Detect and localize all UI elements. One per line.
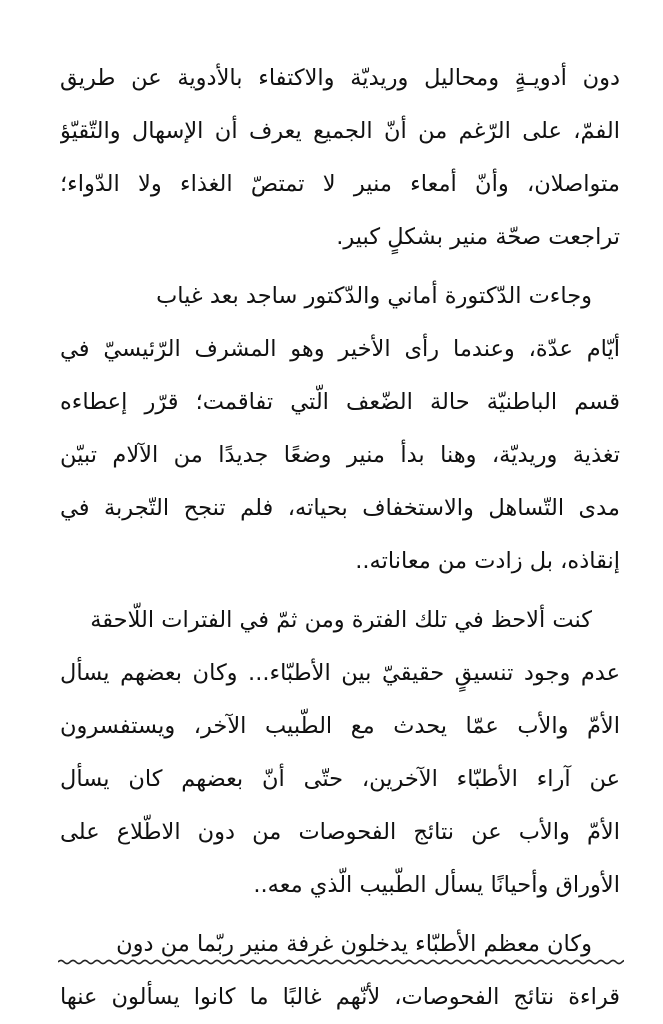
text-line: وجاءت الدّكتورة أماني والدّكتور ساجد بعد غياب	[156, 283, 592, 309]
text-line: عدم وجود تنسيقٍ حقيقيّ بين الأطبّاء... وكان بعضهم يسأل	[60, 660, 620, 686]
text-line: الأوراق وأحيانًا يسأل الطّبيب الّذي معه..	[253, 872, 620, 898]
text-line: قراءة نتائج الفحوصات، لأنّهم غالبًا ما كانوا يسألون عنها	[60, 984, 620, 1010]
text-line: دون أدويـةٍ ومحاليل وريديّة والاكتفاء بالأدوية عن طريق	[60, 65, 620, 91]
text-line: الأمّ والأب عمّا يحدث مع الطّبيب الآخر، ويستفسرون	[60, 713, 620, 739]
text-line: مدى التّساهل والاستخفاف بحياته، فلم تنجح التّجربة في	[60, 495, 620, 521]
text-line: وكان معظم الأطبّاء يدخلون غرفة منير ربّما من دون	[116, 931, 592, 957]
wavy-divider	[58, 955, 624, 969]
paragraph-2	[60, 270, 620, 588]
text-line: عن آراء الأطبّاء الآخرين، حتّى أنّ بعضهم كان يسأل	[60, 766, 620, 792]
text-line: كنت ألاحظ في تلك الفترة ومن ثمّ في الفترات اللّاحقة	[90, 607, 592, 633]
text-line: تراجعت صحّة منير بشكلٍ كبير.	[336, 224, 620, 250]
paragraph-4	[60, 918, 620, 1024]
text-line: قسم الباطنيّة حالة الضّعف الّتي تفاقمت؛ قرّر إعطاءه	[60, 389, 620, 415]
text-line: الفمّ، على الرّغم من أنّ الجميع يعرف أن الإسهال والتّقيّؤ	[60, 118, 620, 144]
book-page-text	[60, 52, 620, 1024]
paragraph-3	[60, 594, 620, 912]
text-line: متواصلان، وأنّ أمعاء منير لا تمتصّ الغذاء ولا الدّواء؛	[60, 171, 620, 197]
text-line: إنقاذه، بل زادت من معاناته..	[355, 548, 620, 574]
text-line: أيّام عدّة، وعندما رأى الأخير وهو المشرف الرّئيسيّ في	[60, 336, 620, 362]
paragraph-1	[60, 52, 620, 264]
text-line: الأمّ والأب عن نتائج الفحوصات من دون الاطّلاع على	[60, 819, 620, 845]
text-line: تغذية وريديّة، وهنا بدأ منير وضعًا جديدًا من الآلام تبيّن	[60, 442, 620, 468]
